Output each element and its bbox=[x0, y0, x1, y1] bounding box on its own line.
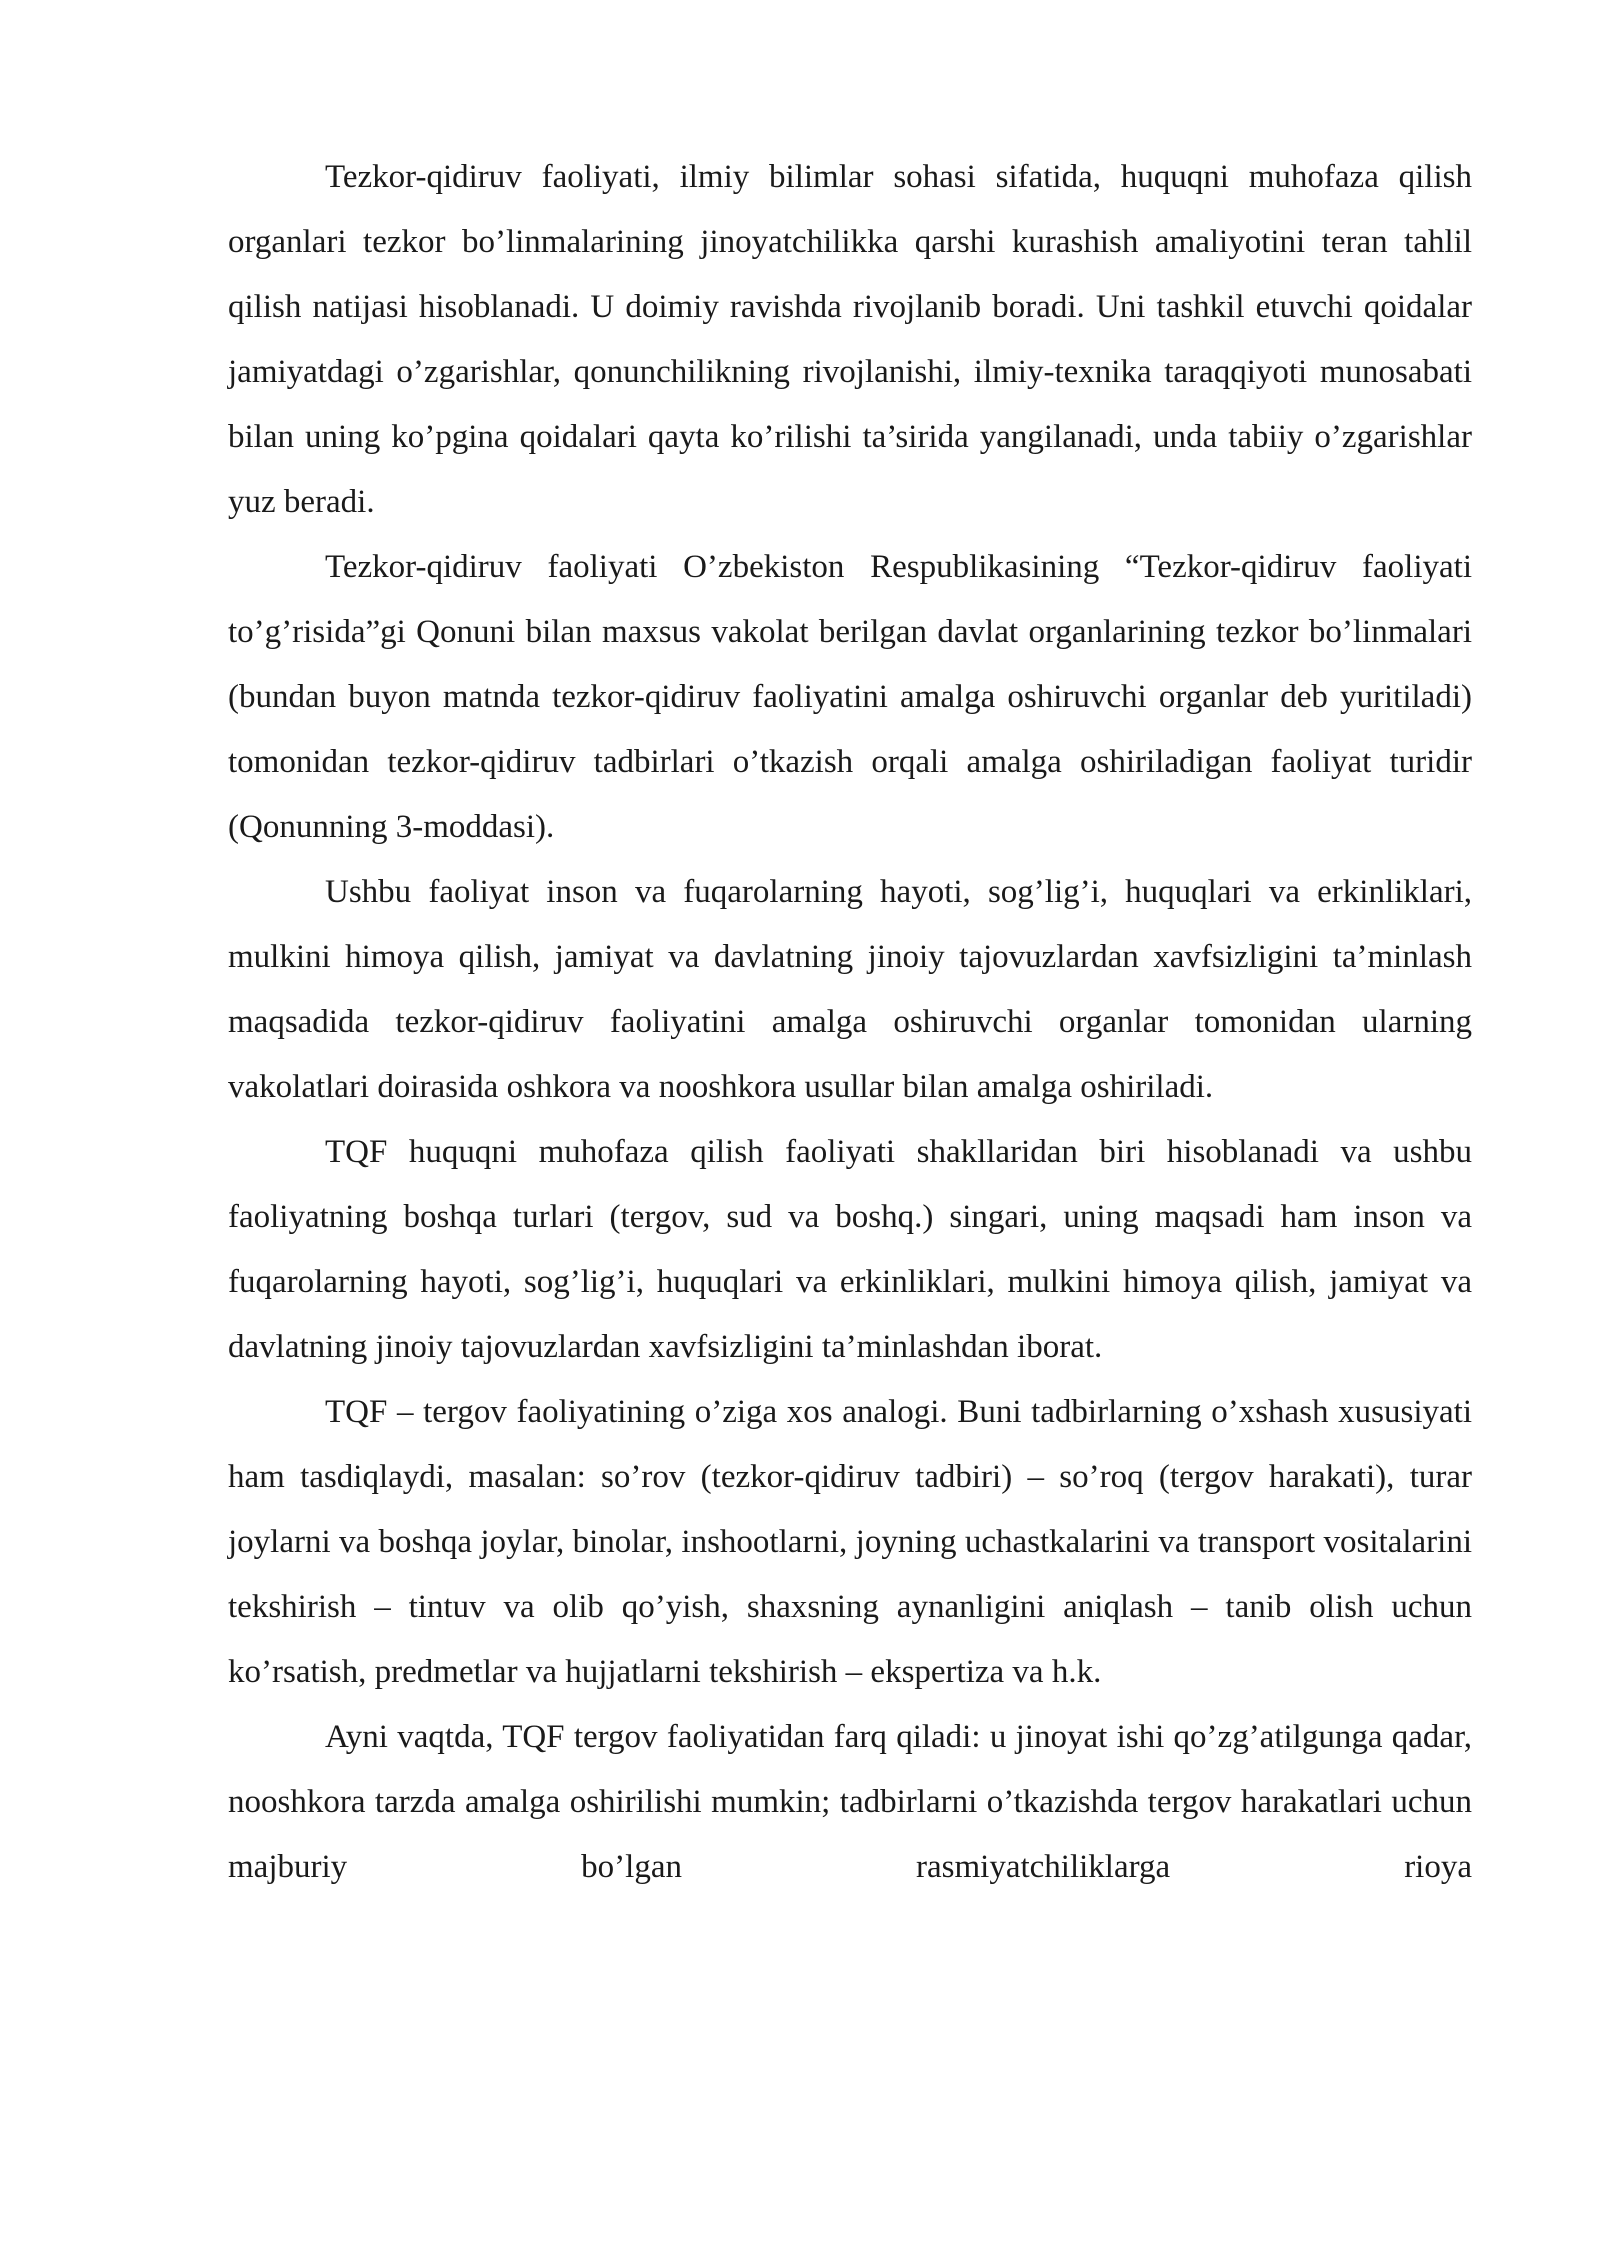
paragraph-3: Ushbu faoliyat inson va fuqarolarning hayoti, sog’lig’i, huquqlari va erkinliklari, mulkini himoya qilish, jamiyat va davlatning jinoiy tajovuzlardan xavfsizligini ta’minlash maqsadida tezkor-qidiruv faoliyatini amalga oshiruvchi organlar tomonidan ularning vakolatlari doirasida oshkora va nooshkora usullar bilan amalga oshiriladi. bbox=[228, 874, 1472, 1105]
paragraph-1: Tezkor-qidiruv faoliyati, ilmiy bilimlar sohasi sifatida, huquqni muhofaza qilish organlari tezkor bo’linmalarining jinoyatchilikka qarshi kurashish amaliyotini teran tahlil qilish natijasi hisoblanadi. U doimiy ravishda rivojlanib boradi. Uni tashkil etuvchi qoidalar jamiyatdagi o’zgarishlar, qonunchilikning rivojlanishi, ilmiy-texnika taraqqiyoti munosabati bilan uning ko’pgina qoidalari qayta ko’rilishi ta’sirida yangilanadi, unda tabiiy o’zgarishlar yuz beradi. bbox=[228, 159, 1472, 520]
document-body bbox=[228, 145, 1472, 1900]
paragraph-5: TQF – tergov faoliyatining o’ziga xos analogi. Buni tadbirlarning o’xshash xususiyati ham tasdiqlaydi, masalan: so’rov (tezkor-qidiruv tadbiri) – so’roq (tergov harakati), turar joylarni va boshqa joylar, binolar, inshootlarni, joyning uchastkalarini va transport vositalarini tekshirish – tintuv va olib qo’yish, shaxsning aynanligini aniqlash – tanib olish uchun ko’rsatish, predmetlar va hujjatlarni tekshirish – ekspertiza va h.k. bbox=[228, 1394, 1472, 1690]
paragraph-4: TQF huquqni muhofaza qilish faoliyati shakllaridan biri hisoblanadi va ushbu faoliyatning boshqa turlari (tergov, sud va boshq.) singari, uning maqsadi ham inson va fuqarolarning hayoti, sog’lig’i, huquqlari va erkinliklari, mulkini himoya qilish, jamiyat va davlatning jinoiy tajovuzlardan xavfsizligini ta’minlashdan iborat. bbox=[228, 1134, 1472, 1365]
paragraph-6: Ayni vaqtda, TQF tergov faoliyatidan farq qiladi: u jinoyat ishi qo’zg’atilgunga qadar, nooshkora tarzda amalga oshirilishi mumkin; tadbirlarni o’tkazishda tergov harakatlari uchun majburiy bo’lgan rasmiyatchiliklarga rioya bbox=[228, 1719, 1472, 1885]
paragraph-2: Tezkor-qidiruv faoliyati O’zbekiston Respublikasining “Tezkor-qidiruv faoliyati to’g’risida”gi Qonuni bilan maxsus vakolat berilgan davlat organlarining tezkor bo’linmalari (bundan buyon matnda tezkor-qidiruv faoliyatini amalga oshiruvchi organlar deb yuritiladi) tomonidan tezkor-qidiruv tadbirlari o’tkazish orqali amalga oshiriladigan faoliyat turidir (Qonunning 3-moddasi). bbox=[228, 549, 1472, 845]
